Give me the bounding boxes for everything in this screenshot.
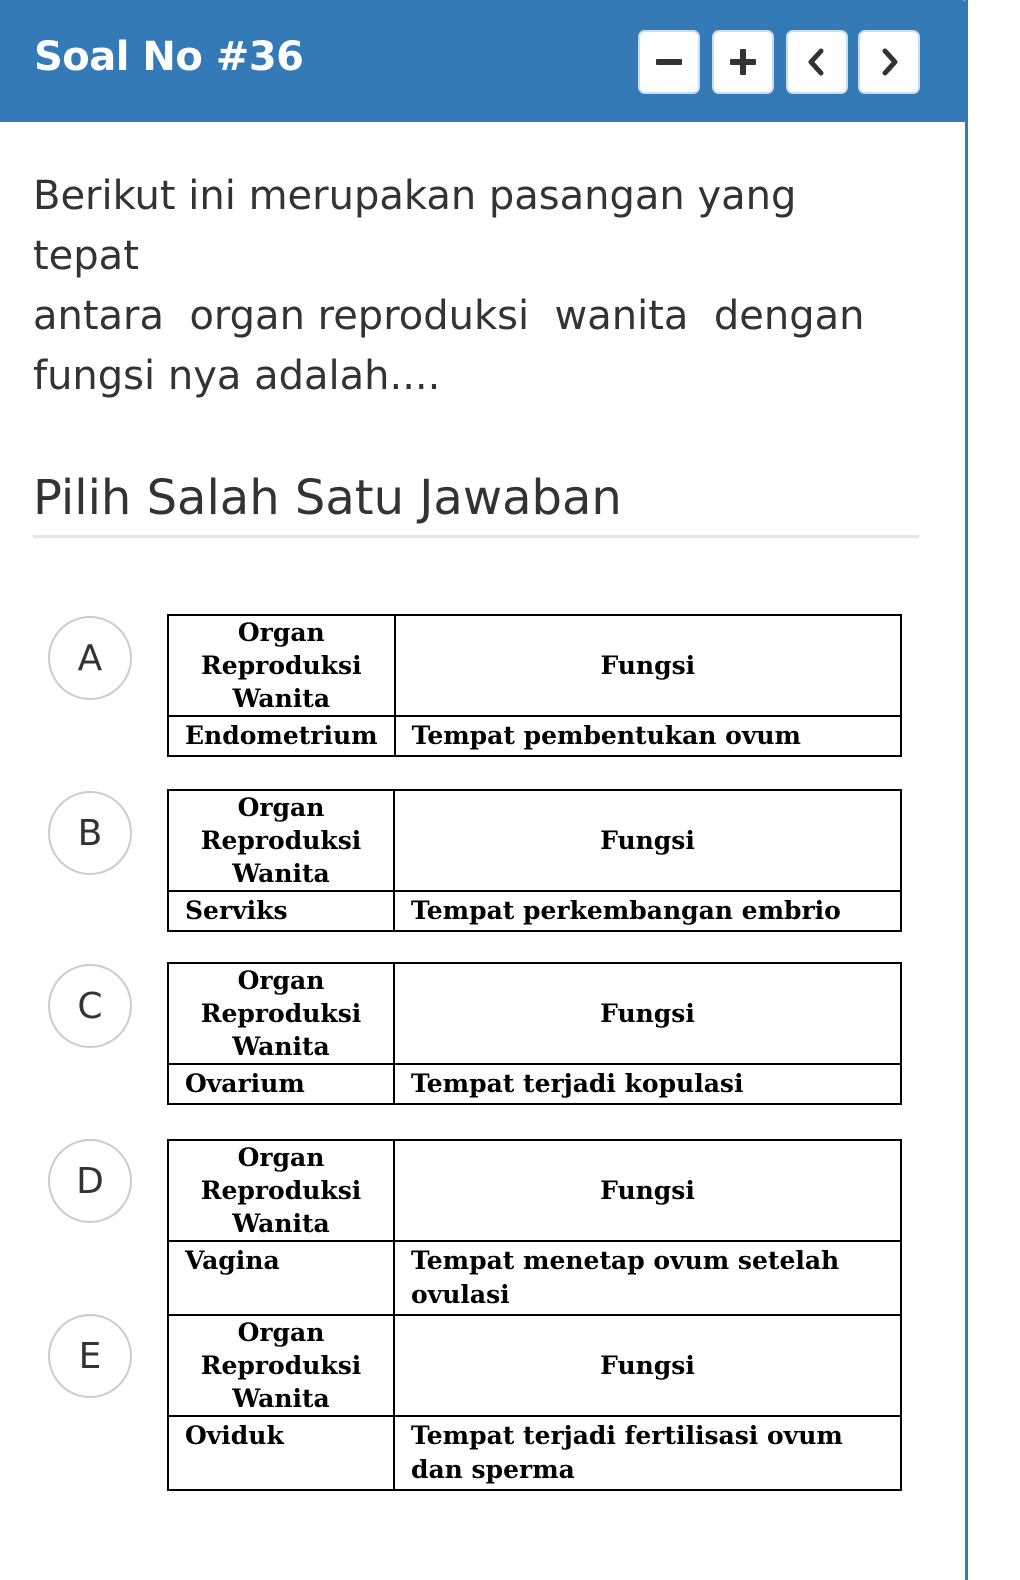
option-a-table[interactable] xyxy=(167,614,902,757)
option-c-table[interactable] xyxy=(167,962,902,1105)
answer-section-title: Pilih Salah Satu Jawaban xyxy=(33,470,622,526)
fungsi-cell: Tempat terjadi fertilisasi ovum dan sperma xyxy=(394,1416,901,1490)
zoom-in-button[interactable] xyxy=(712,30,774,94)
organ-header: Organ Reproduksi Wanita xyxy=(168,1315,394,1416)
fungsi-header: Fungsi xyxy=(394,790,901,891)
organ-cell: Oviduk xyxy=(168,1416,394,1490)
option-e-radio[interactable]: E xyxy=(48,1314,132,1398)
fungsi-header: Fungsi xyxy=(394,1140,901,1241)
zoom-out-button[interactable] xyxy=(638,30,700,94)
option-c-radio[interactable]: C xyxy=(48,964,132,1048)
fungsi-cell: Tempat perkembangan embrio xyxy=(394,891,901,931)
fungsi-cell: Tempat menetap ovum setelah ovulasi xyxy=(394,1241,901,1315)
fungsi-header: Fungsi xyxy=(395,615,901,716)
minus-icon xyxy=(654,47,684,77)
organ-cell: Serviks xyxy=(168,891,394,931)
chevron-right-icon xyxy=(874,47,904,77)
option-b-table[interactable] xyxy=(167,789,902,932)
organ-cell: Ovarium xyxy=(168,1064,394,1104)
organ-cell: Vagina xyxy=(168,1241,394,1315)
question-number-title: Soal No #36 xyxy=(34,34,304,80)
fungsi-header: Fungsi xyxy=(394,963,901,1064)
option-d-radio[interactable]: D xyxy=(48,1139,132,1223)
organ-header: Organ Reproduksi Wanita xyxy=(168,615,395,716)
organ-header: Organ Reproduksi Wanita xyxy=(168,1140,394,1241)
chevron-left-icon xyxy=(802,47,832,77)
option-e-table[interactable] xyxy=(167,1314,902,1491)
question-header xyxy=(0,0,968,122)
option-d-table[interactable] xyxy=(167,1139,902,1316)
previous-button[interactable] xyxy=(786,30,848,94)
question-text: Berikut ini merupakan pasangan yang tepat antara organ reproduksi wanita dengan fungsi nya adalah.... xyxy=(33,173,865,399)
option-a-radio[interactable]: A xyxy=(48,616,132,700)
organ-header: Organ Reproduksi Wanita xyxy=(168,963,394,1064)
next-button[interactable] xyxy=(858,30,920,94)
plus-icon xyxy=(728,47,758,77)
fungsi-header: Fungsi xyxy=(394,1315,901,1416)
fungsi-cell: Tempat pembentukan ovum xyxy=(395,716,901,756)
option-b-radio[interactable]: B xyxy=(48,791,132,875)
section-divider xyxy=(33,535,919,538)
organ-cell: Endometrium xyxy=(168,716,395,756)
organ-header: Organ Reproduksi Wanita xyxy=(168,790,394,891)
fungsi-cell: Tempat terjadi kopulasi xyxy=(394,1064,901,1104)
